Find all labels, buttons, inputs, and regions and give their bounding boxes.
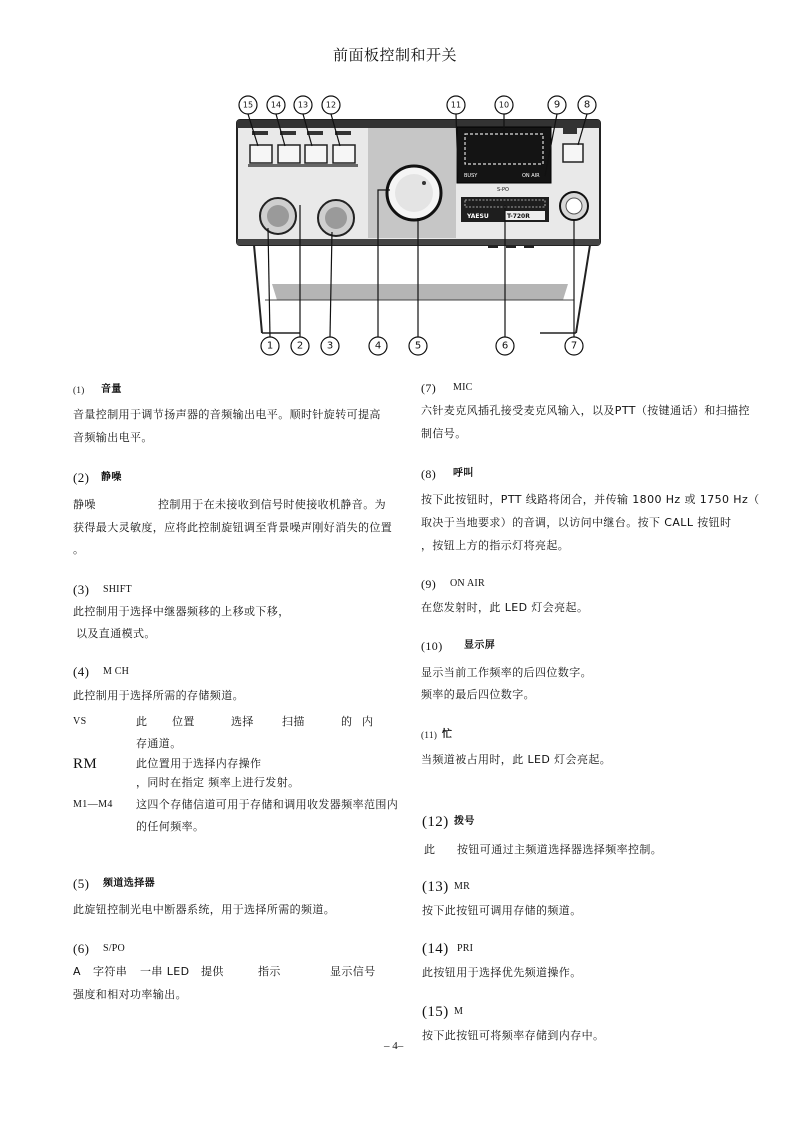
svg-text:14: 14 [270, 100, 282, 110]
item-6-word: 显示信号 [330, 965, 376, 978]
vs-key: VS [73, 716, 87, 727]
item-2-text: 获得最大灵敏度，应将此控制旋钮调至背景噪声刚好消失的位置 [73, 521, 393, 534]
callout-11 [447, 96, 465, 114]
item-9-number: (9) [421, 577, 437, 591]
svg-text:6: 6 [501, 340, 509, 352]
item-8-heading: 呼叫 [453, 468, 474, 479]
item-8-text: ，按钮上方的指示灯将亮起。 [421, 539, 570, 552]
item-4-text: 此控制用于选择所需的存储频道。 [73, 689, 244, 702]
callout-6 [496, 337, 514, 355]
callout-7 [565, 337, 583, 355]
item-12-text: 按钮可通过主频道选择器选择频率控制。 [457, 843, 663, 856]
item-4-number: (4) [73, 664, 90, 679]
callout-3 [321, 337, 339, 355]
item-3-text: 以及直通模式。 [76, 627, 156, 640]
callout-5 [409, 337, 427, 355]
callout-15 [239, 96, 257, 114]
item-6-heading: S/PO [103, 943, 125, 954]
svg-text:1: 1 [266, 340, 274, 352]
pri-button [278, 145, 300, 163]
item-9-heading: ON AIR [450, 578, 485, 589]
callout-8 [578, 96, 596, 114]
call-button [563, 144, 583, 162]
svg-text:15: 15 [242, 100, 254, 110]
callout-12 [322, 96, 340, 114]
vs-word: 位置 [172, 715, 195, 728]
svg-text:5: 5 [414, 340, 422, 352]
item-10-heading: 显示屏 [464, 640, 496, 651]
svg-text:11: 11 [450, 100, 462, 110]
item-15-heading: M [454, 1006, 464, 1017]
item-11-heading: 忙 [442, 729, 453, 740]
callout-2 [291, 337, 309, 355]
item-8-text: 取决于当地要求）的音调，以访问中继台。按下 CALL 按钮时 [421, 516, 732, 529]
item-10-number: (10) [421, 639, 443, 653]
callout-14 [267, 96, 285, 114]
item-14-number: (14) [422, 941, 449, 957]
item-4-heading: M CH [103, 666, 130, 677]
item-5-heading: 频道选择器 [103, 878, 155, 889]
item-3-number: (3) [73, 582, 90, 597]
svg-text:9: 9 [553, 99, 561, 111]
channel-selector-knob [387, 166, 441, 220]
vs-word: 扫描 [282, 715, 305, 728]
item-12-heading: 拨号 [454, 816, 475, 827]
shift-knob [318, 200, 354, 236]
item-2-lead: 静噪 [73, 498, 96, 511]
item-14-heading: PRI [457, 943, 474, 954]
mr-button [305, 145, 327, 163]
svg-text:3: 3 [326, 340, 334, 352]
m1-m4-key: M1—M4 [73, 799, 113, 810]
item-15-number: (15) [422, 1004, 449, 1020]
item-10-text: 显示当前工作频率的后四位数字。 [421, 666, 592, 679]
radio-stand [254, 245, 590, 333]
model-label: T-720R [507, 213, 530, 220]
busy-label: BUSY [464, 173, 478, 179]
brand-label: YAESU [467, 213, 489, 220]
item-7-text: 制信号。 [421, 427, 467, 440]
svg-text:2: 2 [296, 340, 304, 352]
item-6-word: 指示 [258, 965, 281, 978]
svg-text:8: 8 [583, 99, 591, 111]
vs-word: 的 [341, 715, 353, 728]
page-title: 前面板控制和开关 [332, 46, 457, 64]
item-3-heading: SHIFT [103, 584, 132, 595]
vs-word: 内 [362, 715, 374, 728]
svg-text:13: 13 [297, 100, 309, 110]
item-12-number: (12) [422, 814, 449, 830]
item-13-number: (13) [422, 879, 449, 895]
call-indicator [563, 124, 577, 134]
item-8-text: 按下此按钮时，PTT 线路将闭合，并传输 1800 Hz 或 1750 Hz（ [421, 493, 760, 506]
dial-button [333, 145, 355, 163]
vs-text: 存通道。 [136, 737, 182, 750]
svg-text:7: 7 [570, 340, 578, 352]
item-2-number: (2) [73, 470, 90, 485]
item-8-number: (8) [421, 467, 437, 481]
svg-text:12: 12 [325, 100, 337, 110]
item-10-text: 频率的最后四位数字。 [421, 688, 535, 701]
rm-text: 此位置用于选择内存操作 [136, 757, 262, 770]
on-air-label: ON AIR [522, 173, 540, 179]
mic-jack [560, 192, 588, 220]
m1-m4-text: 这四个存储信道可用于存储和调用收发器频率范围内 [136, 798, 399, 811]
item-11-text: 当频道被占用时，此 LED 灯会亮起。 [421, 753, 612, 766]
item-6-word: 字符串 [93, 965, 128, 978]
item-7-heading: MIC [453, 382, 473, 393]
item-14-text: 此按钮用于选择优先频道操作。 [422, 966, 582, 979]
item-5-text: 此旋钮控制光电中断器系统，用于选择所需的频道。 [73, 903, 336, 916]
item-6-word: 提供 [201, 965, 224, 978]
item-6-word: A [73, 965, 81, 978]
s-po-label: S-PO [497, 187, 509, 193]
item-7-text: 六针麦克风插孔接受麦克风输入，以及PTT（按键通话）和扫描控 [421, 404, 750, 417]
svg-text:10: 10 [498, 100, 510, 110]
vs-word: 此 [136, 715, 148, 728]
page-number: – 4– [384, 1040, 404, 1052]
item-11-number: (11) [421, 730, 438, 740]
item-2-heading: 静噪 [101, 472, 122, 483]
front-panel-figure [230, 93, 610, 363]
m-button [250, 145, 272, 163]
item-13-text: 按下此按钮可调用存储的频道。 [422, 904, 582, 917]
rm-text: ，同时在指定 频率上进行发射。 [136, 776, 300, 789]
item-6-number: (6) [73, 941, 90, 956]
m1-m4-text: 的任何频率。 [136, 820, 205, 833]
item-2-text: 控制用于在未接收到信号时使接收机静音。为 [158, 498, 386, 511]
svg-text:4: 4 [374, 340, 382, 352]
callout-13 [294, 96, 312, 114]
item-1-number: (1) [73, 385, 85, 395]
volume-squelch-knob [260, 198, 296, 234]
callout-1 [261, 337, 279, 355]
item-3-text: 此控制用于选择中继器频移的上移或下移， [73, 605, 290, 618]
item-2-text: 。 [73, 543, 85, 556]
callout-4 [369, 337, 387, 355]
callout-9 [548, 96, 566, 114]
item-13-heading: MR [454, 881, 470, 892]
item-7-number: (7) [421, 381, 437, 395]
item-6-text: 强度和相对功率输出。 [73, 988, 187, 1001]
rm-key: RM [73, 756, 98, 772]
item-15-text: 按下此按钮可将频率存储到内存中。 [422, 1029, 605, 1042]
vs-word: 选择 [231, 715, 254, 728]
item-6-word: 一串 LED [140, 965, 190, 978]
item-12-lead: 此 [424, 843, 436, 856]
item-1-text: 音频输出电平。 [73, 431, 153, 444]
item-5-number: (5) [73, 876, 90, 891]
item-1-text: 音量控制用于调节扬声器的音频输出电平。顺时针旋转可提高 [73, 408, 381, 421]
item-1-heading: 音量 [101, 384, 122, 395]
callout-10 [495, 96, 513, 114]
item-9-text: 在您发射时，此 LED 灯会亮起。 [421, 601, 589, 614]
